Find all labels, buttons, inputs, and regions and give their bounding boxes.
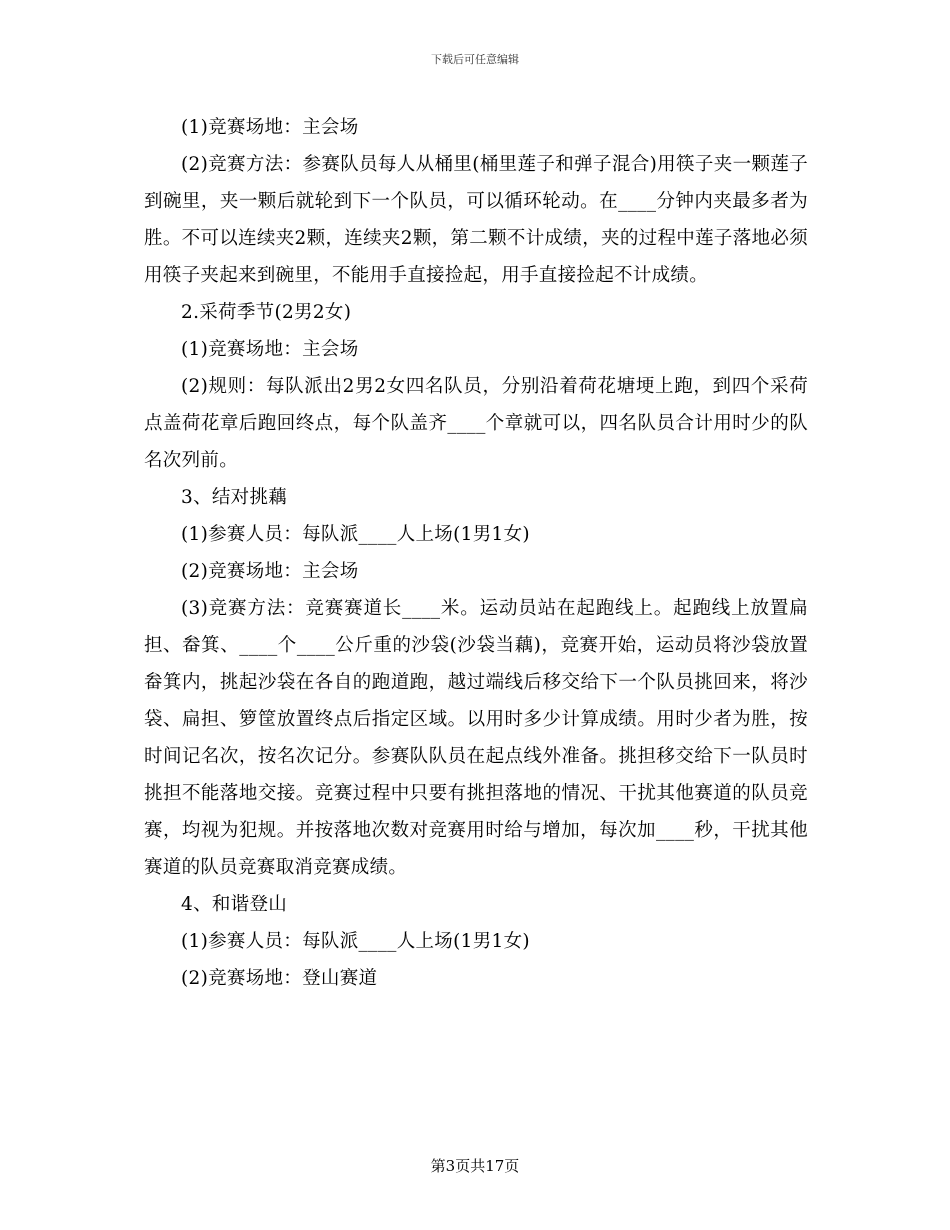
paragraph: (1)竞赛场地：主会场 bbox=[181, 117, 359, 138]
paragraph: (2)竞赛场地：主会场 bbox=[181, 561, 359, 582]
paragraph: (1)参赛人员：每队派____人上场(1男1女) bbox=[181, 931, 530, 952]
section-heading: 4、和谐登山 bbox=[181, 894, 288, 915]
paragraph: (2)竞赛场地：登山赛道 bbox=[181, 968, 378, 989]
section-heading: 3、结对挑藕 bbox=[181, 487, 288, 508]
paragraph: (1)参赛人员：每队派____人上场(1男1女) bbox=[181, 524, 530, 545]
paragraph: (1)竞赛场地：主会场 bbox=[181, 339, 359, 360]
paragraph: (2)规则：每队派出2男2女四名队员，分别沿着荷花塘埂上跑，到四个采荷点盖荷花章后跑回终点，每个队盖齐____个章就可以，四名队员合计用时少的队名次列前。 bbox=[144, 376, 808, 471]
document-body bbox=[144, 109, 808, 997]
page-number: 第3页共17页 bbox=[430, 1157, 520, 1175]
paragraph: (3)竞赛方法：竞赛赛道长____米。运动员站在起跑线上。起跑线上放置扁担、畚箕、____个____公斤重的沙袋(沙袋当藕)，竞赛开始，运动员将沙袋放置畚箕内，挑起沙袋在各自的跑道跑，越过端线后移交给下一个队员挑回来，将沙袋、扁担、箩筐放置终点后指定区域。以用时多少计算成绩。用时少者为胜，按时间记名次，按名次记分。参赛队队员在起点线外准备。挑担移交给下一队员时挑担不能落地交接。竞赛过程中只要有挑担落地的情况、干扰其他赛道的队员竞赛，均视为犯规。并按落地次数对竞赛用时给与增加，每次加____秒，干扰其他赛道的队员竞赛取消竞赛成绩。 bbox=[144, 598, 808, 878]
page-header: 下载后可任意编辑 bbox=[431, 53, 519, 66]
paragraph: (2)竞赛方法：参赛队员每人从桶里(桶里莲子和弹子混合)用筷子夹一颗莲子到碗里，夹一颗后就轮到下一个队员，可以循环轮动。在____分钟内夹最多者为胜。不可以连续夹2颗，连续夹2颗，第二颗不计成绩，夹的过程中莲子落地必须用筷子夹起来到碗里，不能用手直接捡起，用手直接捡起不计成绩。 bbox=[144, 154, 808, 286]
section-heading: 2.采荷季节(2男2女) bbox=[181, 302, 352, 323]
